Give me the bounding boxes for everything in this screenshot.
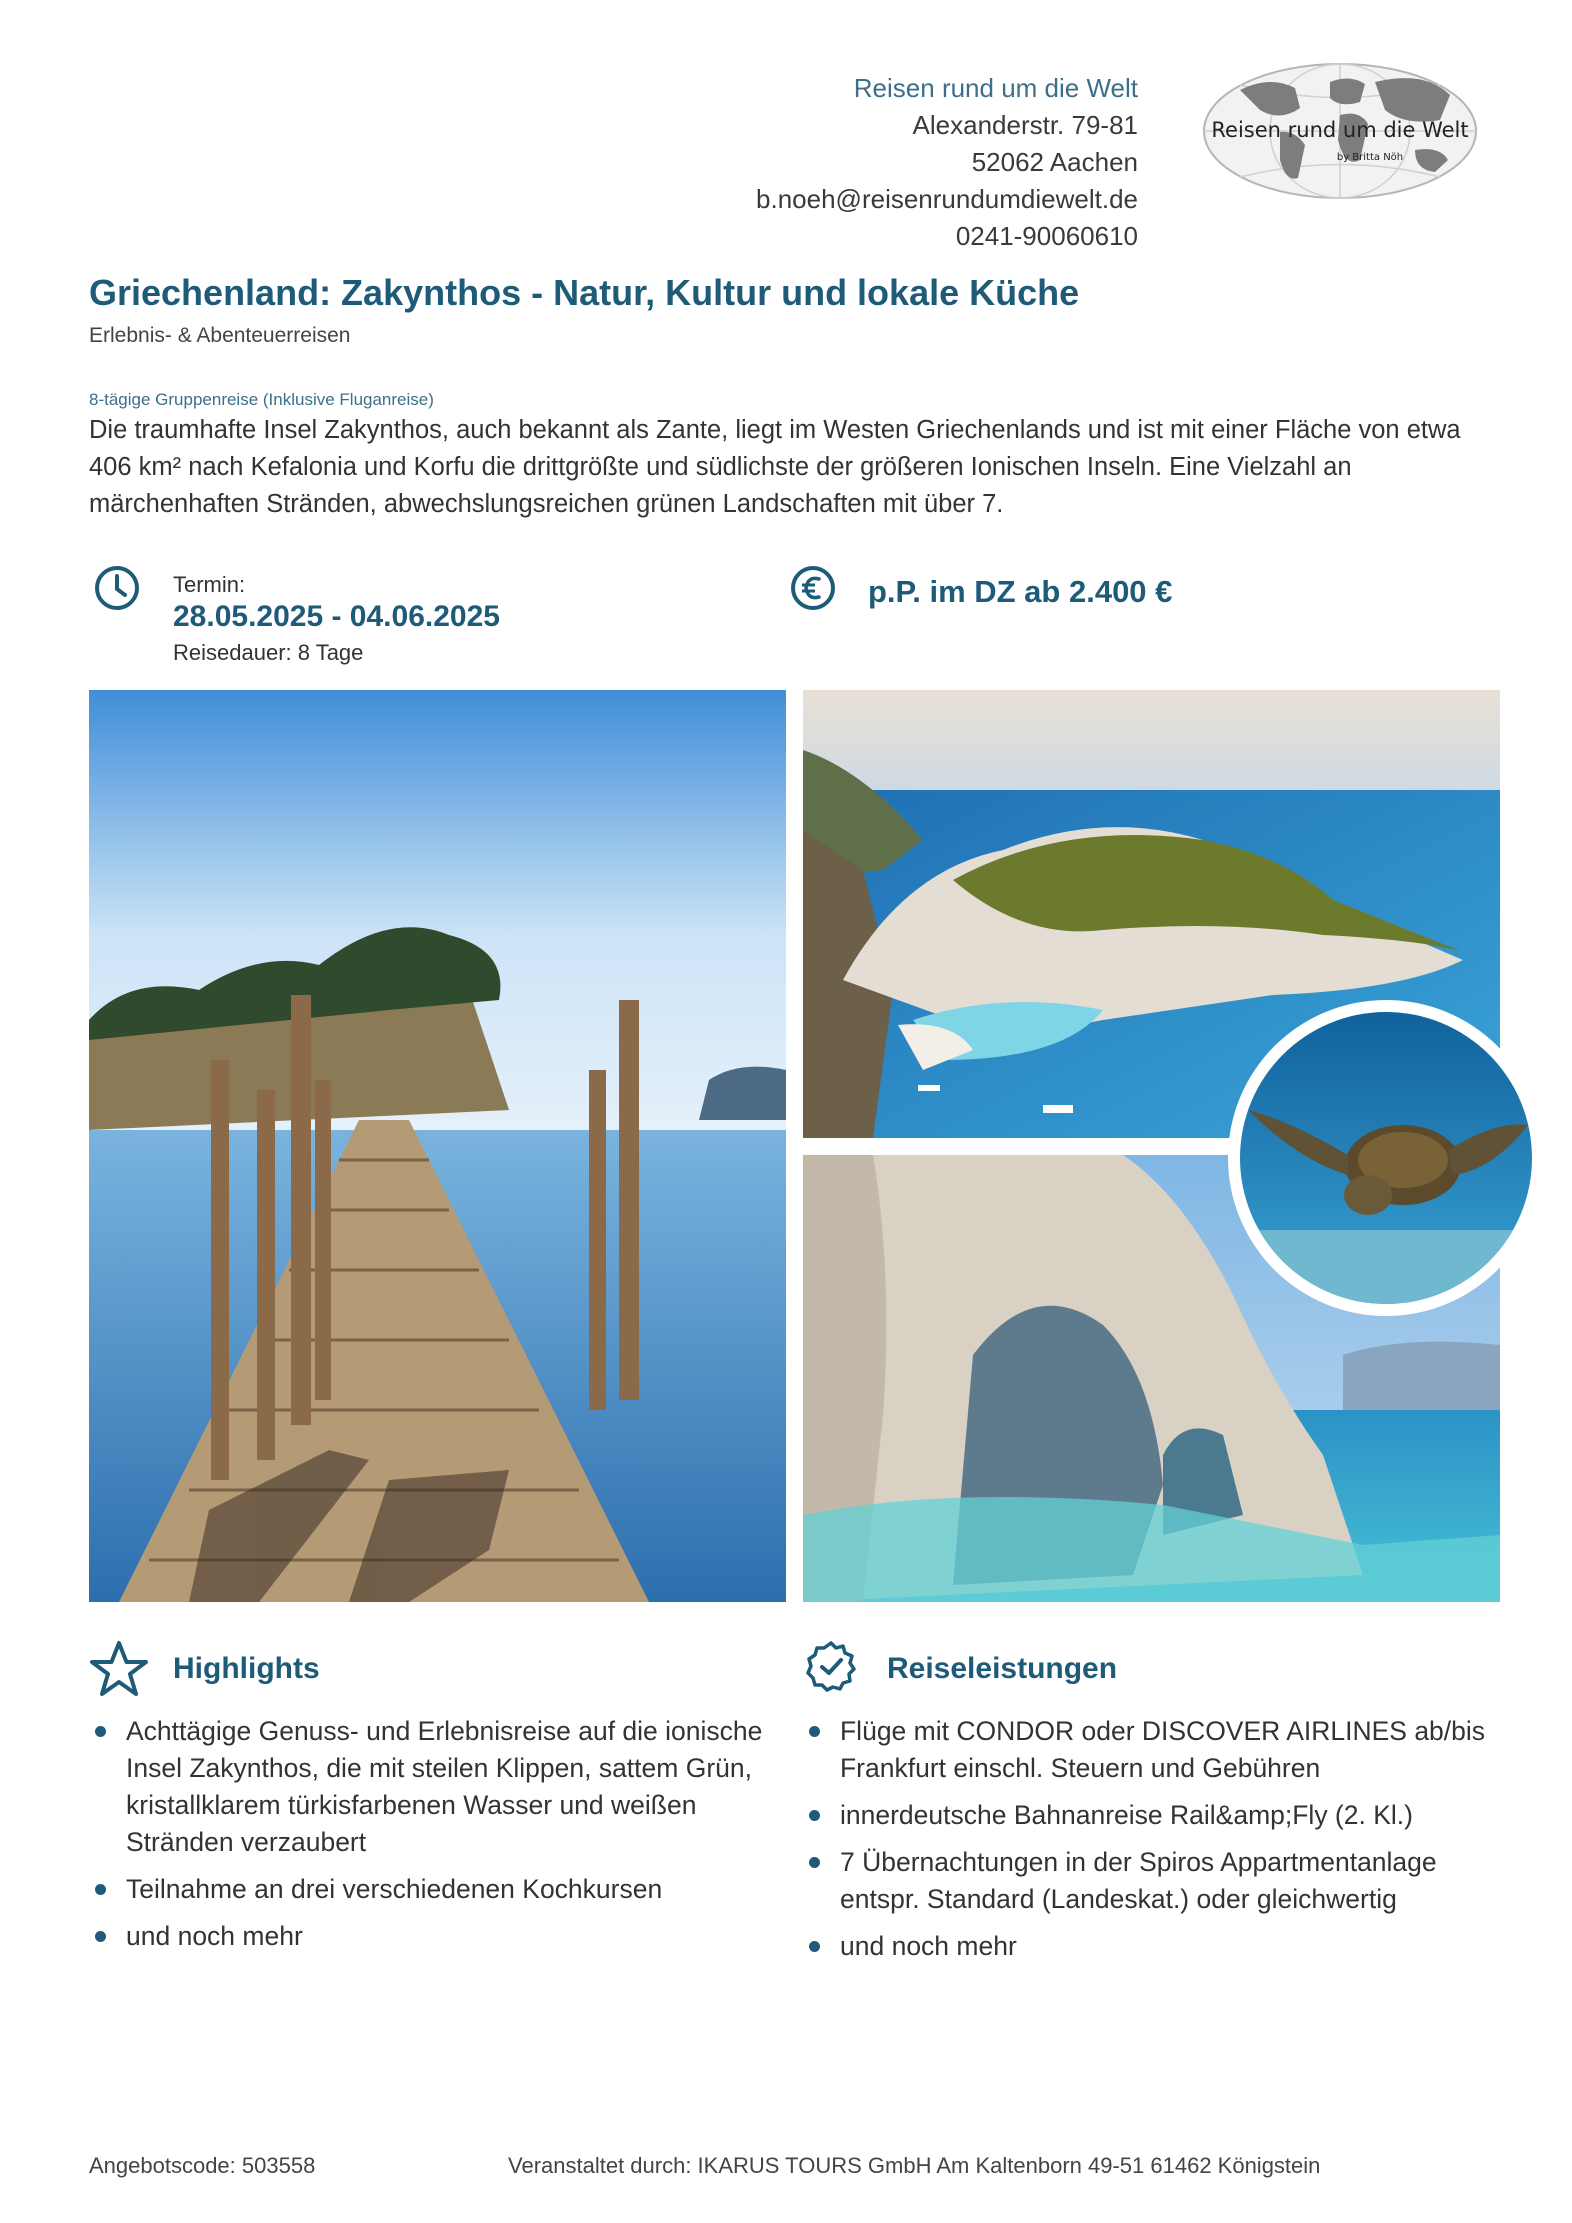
agency-street: Alexanderstr. 79-81 [912, 110, 1138, 140]
price-text: p.P. im DZ ab 2.400 € [868, 574, 1173, 609]
photo-sea-turtle [1228, 1000, 1544, 1316]
highlight-text: Achttägige Genuss- und Erlebnisreise auf die ionische Insel Zakynthos, die mit steilen Klippen, sattem Grün, kristallklarem türkisfarbenen Wasser und weißen Stränden verzaubert [126, 1716, 763, 1857]
agency-logo [1200, 60, 1480, 202]
list-item [89, 1918, 779, 1955]
bullet-dot [809, 1726, 820, 1737]
photo-jetty [89, 690, 786, 1602]
trip-type: 8-tägige Gruppenreise (Inklusive Fluganreise) [89, 390, 434, 409]
trip-intro: Die traumhafte Insel Zakynthos, auch bekannt als Zante, liegt im Westen Griechenlands und ist mit einer Fläche von etwa 406 km² nach Kefalonia und Korfu die drittgrößte und südlichste der größeren Ionischen Inseln. Eine Vielzahl an märchenhaften Stränden, abwechslungsreichen grünen Landschaften mit über 7. [89, 416, 1461, 518]
trip-category: Erlebnis- & Abenteuerreisen [89, 324, 351, 347]
agency-name: Reisen rund um die Welt [853, 73, 1138, 103]
organizer-info: Veranstaltet durch: IKARUS TOURS GmbH Am Kaltenborn 49-51 61462 Königstein [508, 2153, 1321, 2178]
service-text: innerdeutsche Bahnanreise Rail&amp;Fly (2. Kl.) [840, 1800, 1413, 1830]
bullet-dot [95, 1931, 106, 1942]
termin-date: 28.05.2025 - 04.06.2025 [173, 600, 500, 633]
list-item [803, 1713, 1503, 1787]
agency-city: 52062 Aachen [971, 147, 1138, 177]
service-text: Flüge mit CONDOR oder DISCOVER AIRLINES ab/bis Frankfurt einschl. Steuern und Gebühren [840, 1716, 1486, 1783]
agency-email[interactable]: b.noeh@reisenrundumdiewelt.de [756, 184, 1138, 214]
list-item [89, 1871, 779, 1908]
termin-duration: Reisedauer: 8 Tage [173, 640, 364, 665]
highlight-text: und noch mehr [126, 1921, 303, 1951]
page-title: Griechenland: Zakynthos - Natur, Kultur und lokale Küche [89, 272, 1080, 313]
clock-icon [94, 565, 140, 611]
bullet-dot [95, 1884, 106, 1895]
star-icon [88, 1640, 150, 1700]
verified-check-icon [805, 1640, 857, 1692]
bullet-dot [809, 1810, 820, 1821]
service-text: 7 Übernachtungen in der Spiros Appartmentanlage entspr. Standard (Landeskat.) oder gleichwertig [840, 1847, 1437, 1914]
termin-label: Termin: [173, 572, 246, 597]
agency-contact [756, 70, 1138, 255]
services-list [803, 1713, 1503, 1975]
list-item [803, 1928, 1503, 1965]
bullet-dot [95, 1726, 106, 1737]
highlights-list [89, 1713, 779, 1965]
services-title: Reiseleistungen [887, 1652, 1118, 1685]
highlight-text: Teilnahme an drei verschiedenen Kochkursen [126, 1874, 663, 1904]
agency-phone[interactable]: 0241-90060610 [955, 221, 1138, 251]
list-item [803, 1844, 1503, 1918]
logo-byline: by Britta Nöh [1336, 152, 1404, 163]
list-item [803, 1797, 1503, 1834]
bullet-dot [809, 1941, 820, 1952]
bullet-dot [809, 1857, 820, 1868]
service-text: und noch mehr [840, 1931, 1017, 1961]
offer-code: Angebotscode: 503558 [89, 2153, 316, 2178]
list-item [89, 1713, 779, 1861]
logo-text: Reisen rund um die Welt [1211, 118, 1469, 142]
highlights-title: Highlights [173, 1652, 320, 1685]
euro-icon [790, 565, 836, 611]
